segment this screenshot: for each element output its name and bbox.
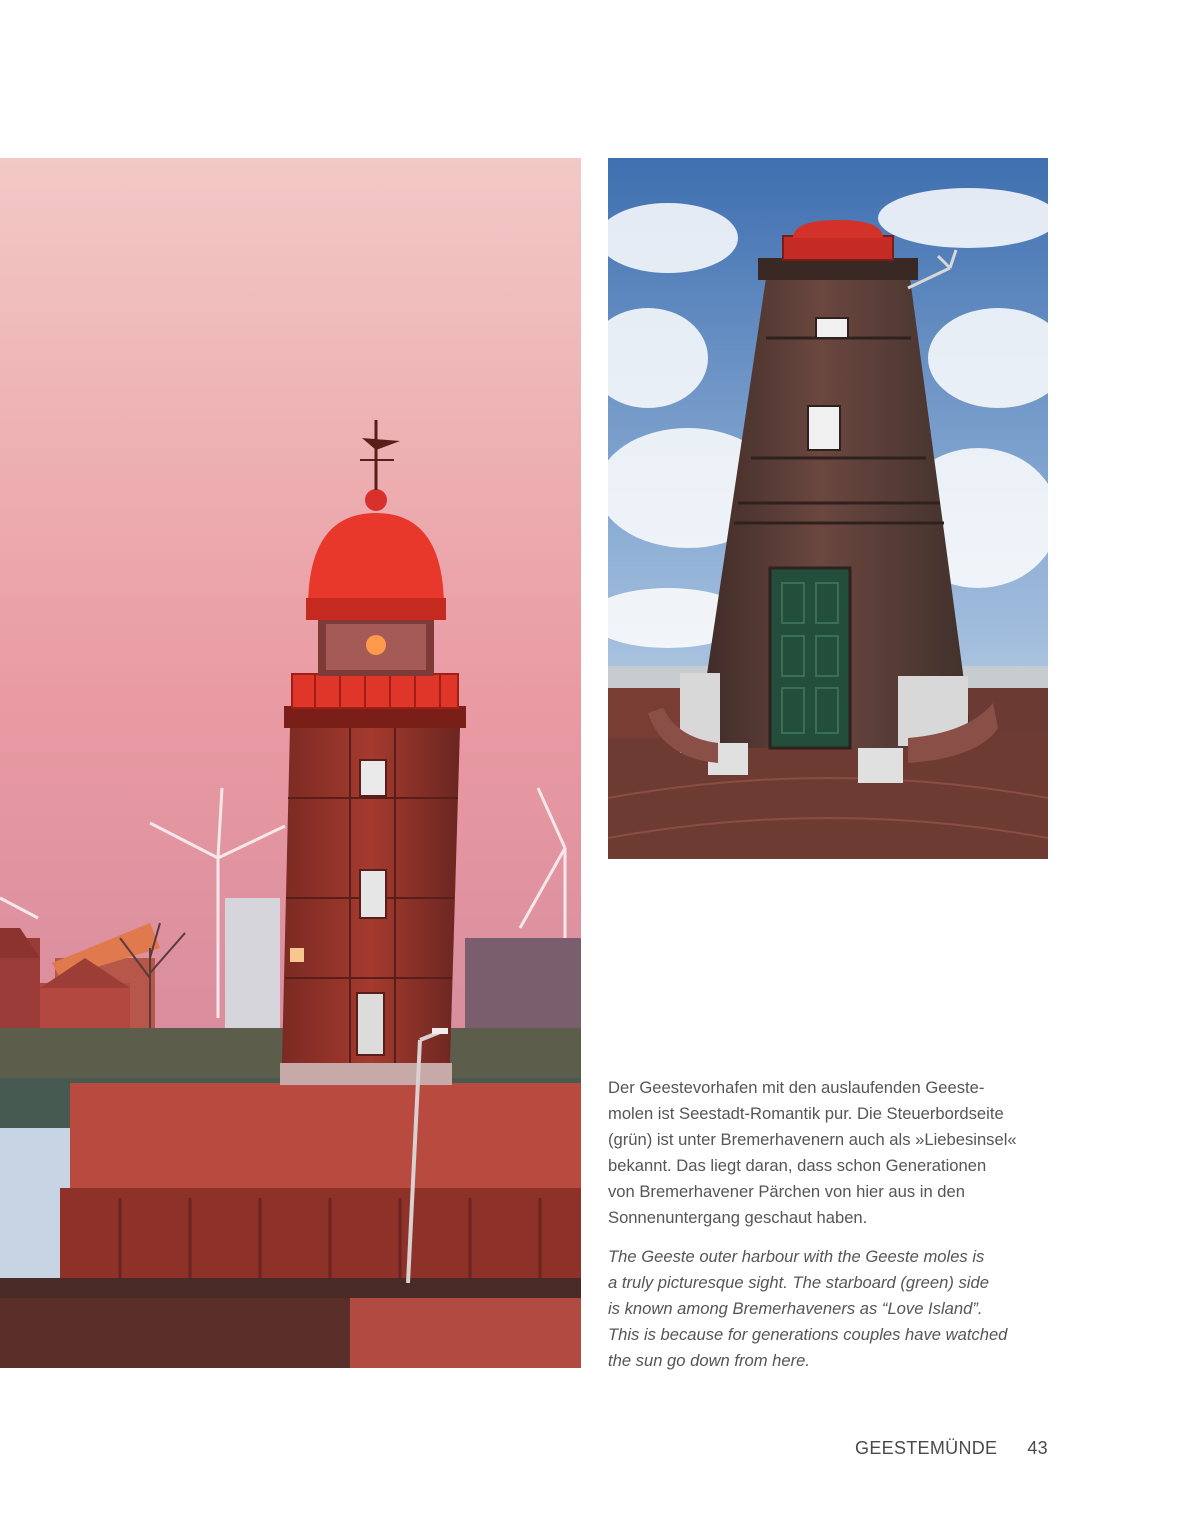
brick-lighthouse-illustration xyxy=(608,158,1048,859)
caption-en-line: is known among Bremerhaveners as “Love Island”. xyxy=(608,1299,983,1318)
caption-german xyxy=(608,1075,1048,1231)
caption-de-line: bekannt. Das liegt daran, dass schon Generationen xyxy=(608,1156,987,1175)
caption-de-line: molen ist Seestadt-Romantik pur. Die Steuerbordseite xyxy=(608,1104,1004,1123)
page-footer xyxy=(855,1438,1048,1459)
photo-brick-lighthouse xyxy=(608,158,1048,859)
caption-en-line: the sun go down from here. xyxy=(608,1351,811,1370)
caption-de-line: Der Geestevorhafen mit den auslaufenden Geeste- xyxy=(608,1078,985,1097)
caption-english xyxy=(608,1244,1048,1374)
caption-en-line: The Geeste outer harbour with the Geeste moles is xyxy=(608,1247,985,1266)
caption-en-line: This is because for generations couples have watched xyxy=(608,1325,1008,1344)
caption-de-line: von Bremerhavener Pärchen von hier aus in den xyxy=(608,1182,965,1201)
photo-red-lighthouse xyxy=(0,158,581,1368)
red-lighthouse-illustration xyxy=(0,158,581,1368)
caption-en-line: a truly picturesque sight. The starboard (green) side xyxy=(608,1273,989,1292)
caption-de-line: (grün) ist unter Bremerhavenern auch als »Liebesinsel« xyxy=(608,1130,1017,1149)
page-number: 43 xyxy=(1027,1438,1048,1458)
section-title: GEESTEMÜNDE xyxy=(855,1438,998,1458)
caption-de-line: Sonnenuntergang geschaut haben. xyxy=(608,1208,868,1227)
